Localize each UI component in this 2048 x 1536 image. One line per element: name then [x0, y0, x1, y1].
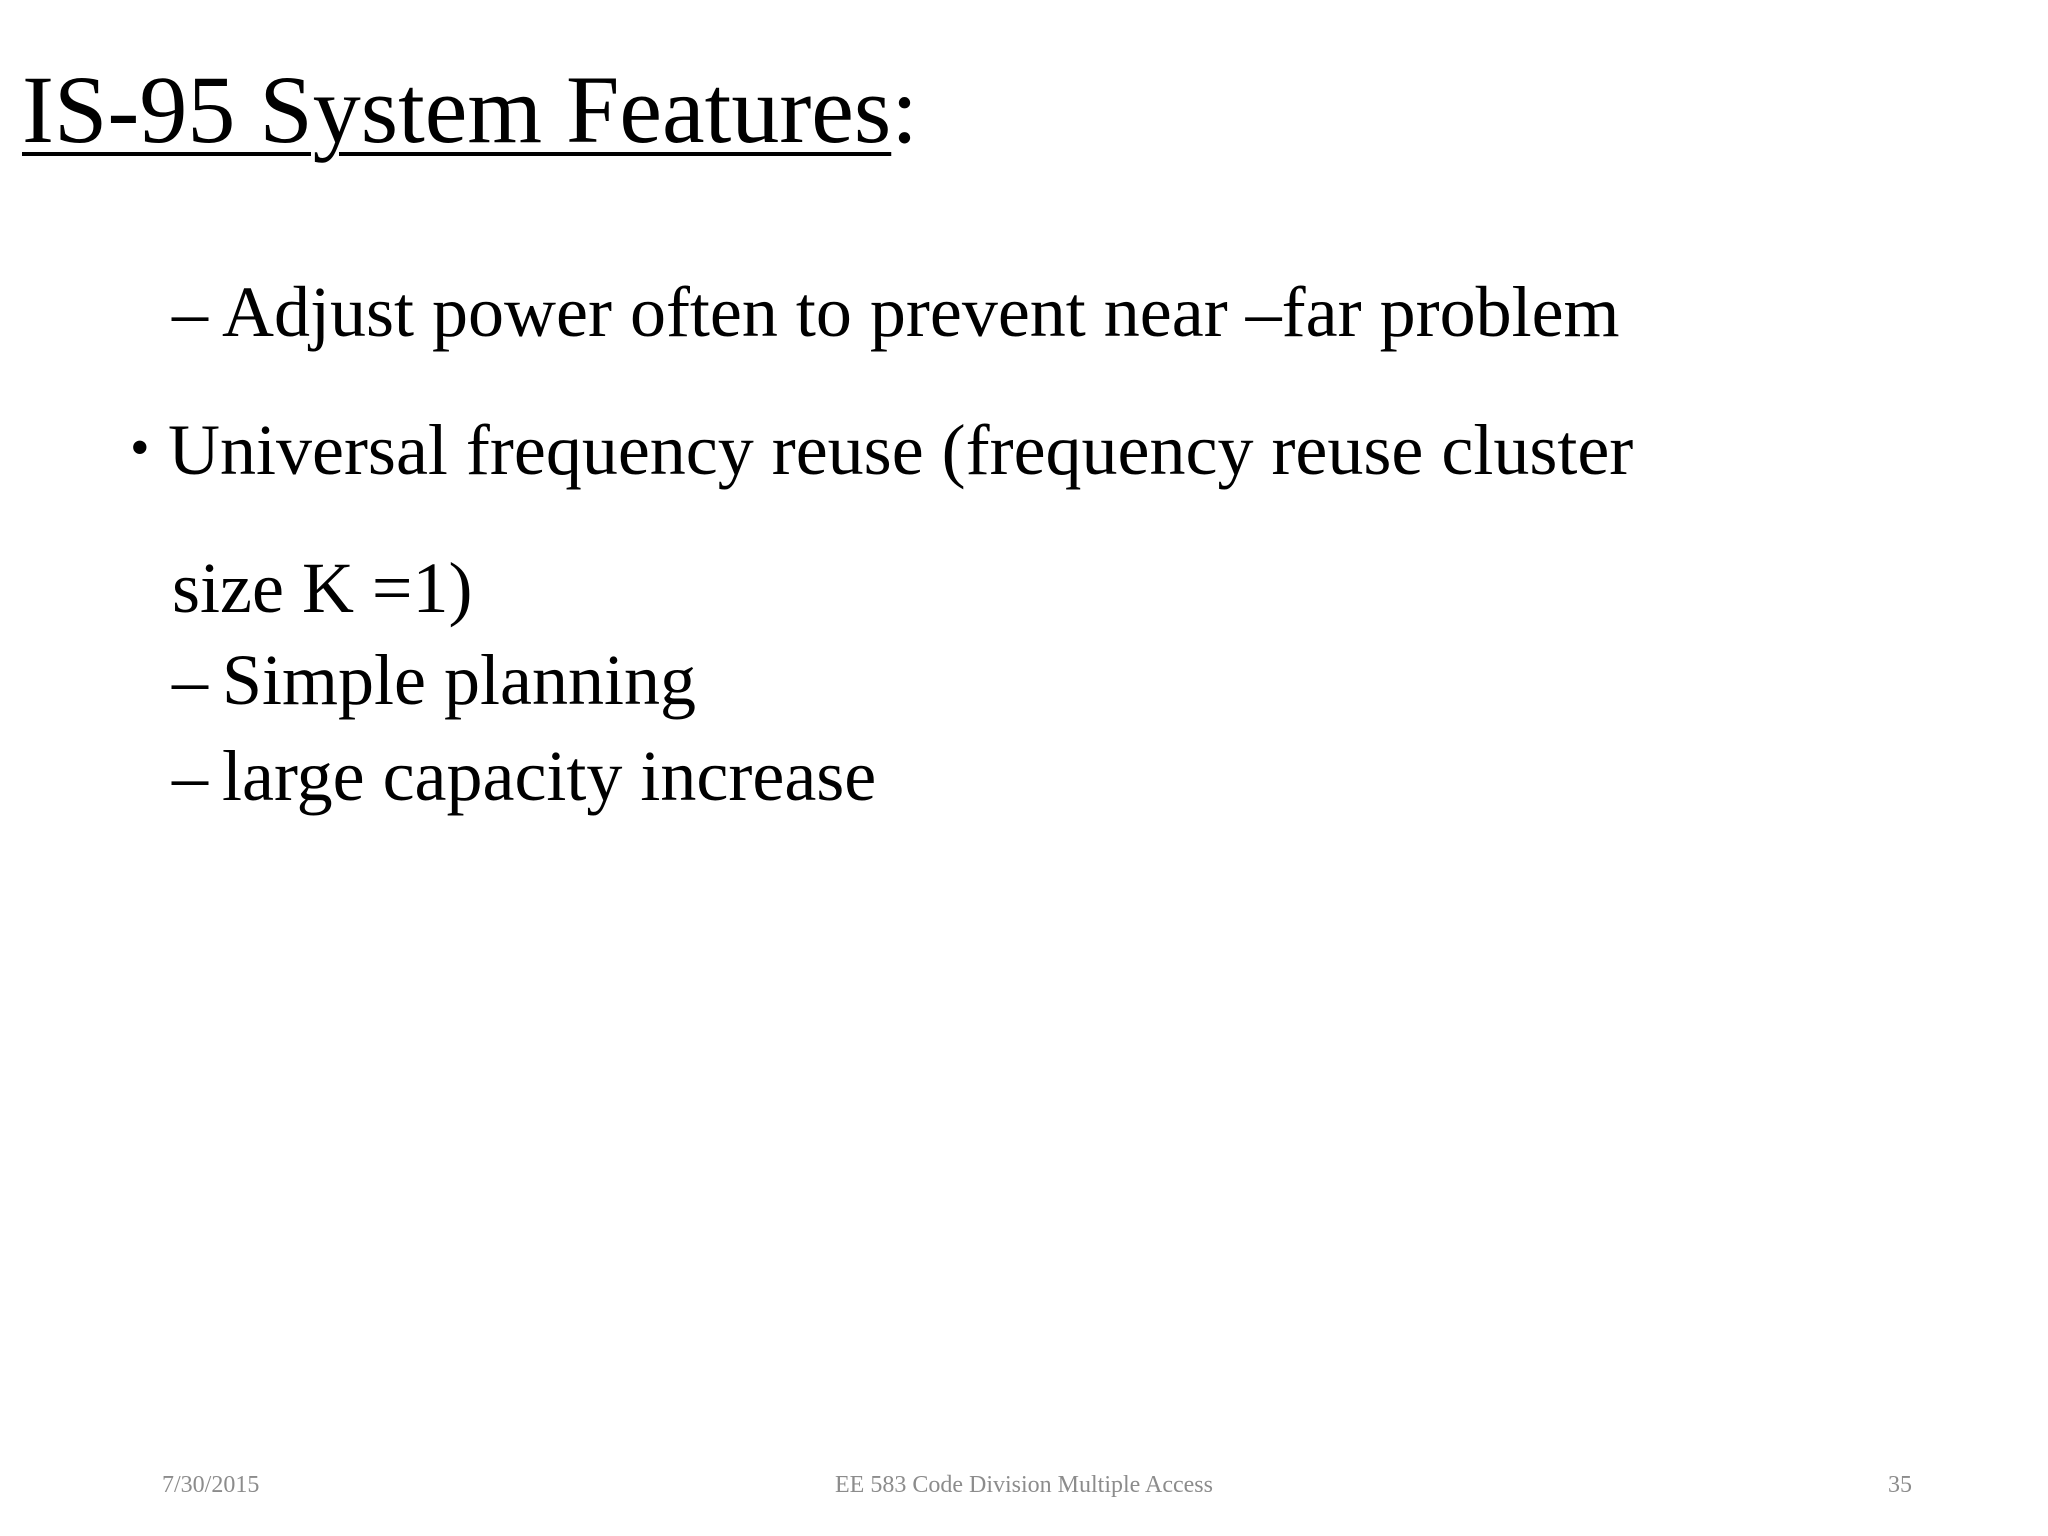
dash-marker: – — [172, 736, 208, 816]
dash-marker: – — [172, 640, 208, 720]
slide-title — [22, 52, 918, 168]
sub-bullet-text: Adjust power often to prevent near –far problem — [222, 272, 1620, 352]
slide-title-colon: : — [891, 56, 918, 163]
dash-marker: – — [172, 272, 208, 352]
footer-course-title: EE 583 Code Division Multiple Access — [835, 1472, 1213, 1498]
bullet-universal-frequency-reuse — [168, 408, 1633, 492]
bullet-text: Universal frequency reuse (frequency reuse cluster — [168, 410, 1634, 490]
footer-page-number: 35 — [1888, 1472, 1912, 1498]
bullet-continuation-text: size K =1) — [172, 548, 473, 628]
sub-bullet-text: Simple planning — [222, 640, 696, 720]
sub-bullet-simple-planning — [172, 638, 696, 722]
bullet-continuation — [172, 546, 473, 630]
bullet-marker: • — [130, 417, 150, 479]
sub-bullet-text: large capacity increase — [222, 736, 877, 816]
sub-bullet-capacity-increase — [172, 734, 876, 818]
footer-date: 7/30/2015 — [162, 1472, 260, 1498]
sub-bullet-adjust-power — [172, 270, 1620, 354]
slide-title-text: IS-95 System Features — [22, 56, 892, 163]
